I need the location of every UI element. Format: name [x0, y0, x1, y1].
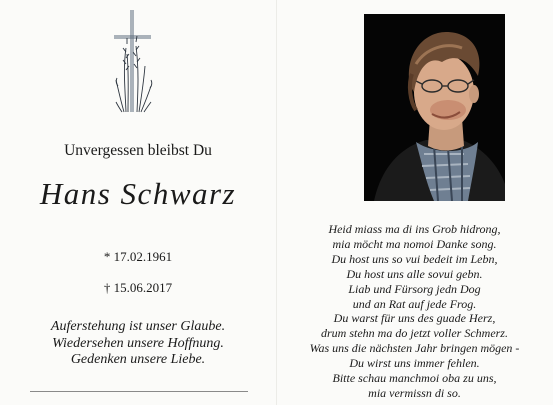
portrait-photo [364, 14, 505, 201]
poem-line: Du host uns so vui bedeit im Lebn, [331, 251, 498, 266]
poem-line: Du wirst uns immer fehlen. [349, 356, 480, 371]
poem-line: Du host uns alle sovui gebn. [346, 266, 483, 281]
poem-line: Heid miass ma di ins Grob hidrong, [328, 222, 501, 236]
poem-line: Liab und Fürsorg jedn Dog [348, 281, 481, 296]
poem-line: Bitte schau manchmoi oba zu uns, [332, 371, 497, 386]
poem-line: mia vermissn di so. [368, 385, 461, 400]
cross-with-grass-icon [106, 8, 156, 116]
poem-line: drum stehn ma do jetzt voller Schmerz. [321, 326, 508, 341]
poem [276, 222, 553, 401]
birth-date: * 17.02.1961 [103, 249, 173, 264]
poem-line: Was uns die nächsten Jahr bringen mögen - [309, 341, 520, 356]
remember-text: Unvergessen bleibst Du [64, 142, 212, 159]
left-panel [0, 0, 276, 405]
verse-line: Auferstehung ist unser Glaube. [50, 319, 226, 334]
poem-line: und an Rat auf jede Frog. [352, 296, 477, 311]
poem-line: mia möcht ma nomoi Danke song. [332, 236, 497, 251]
verse-line: Wiedersehen unsere Hoffnung. [52, 335, 224, 351]
faith-verse [0, 319, 276, 369]
right-panel [276, 0, 553, 405]
verse-line: Gedenken unsere Liebe. [70, 352, 206, 367]
cut-off-footer-text [30, 397, 250, 405]
death-date: † 15.06.2017 [103, 280, 173, 295]
deceased-name: Hans Schwarz [39, 176, 237, 211]
poem-line: Du warst für uns des guade Herz, [333, 311, 496, 326]
divider [30, 391, 248, 392]
